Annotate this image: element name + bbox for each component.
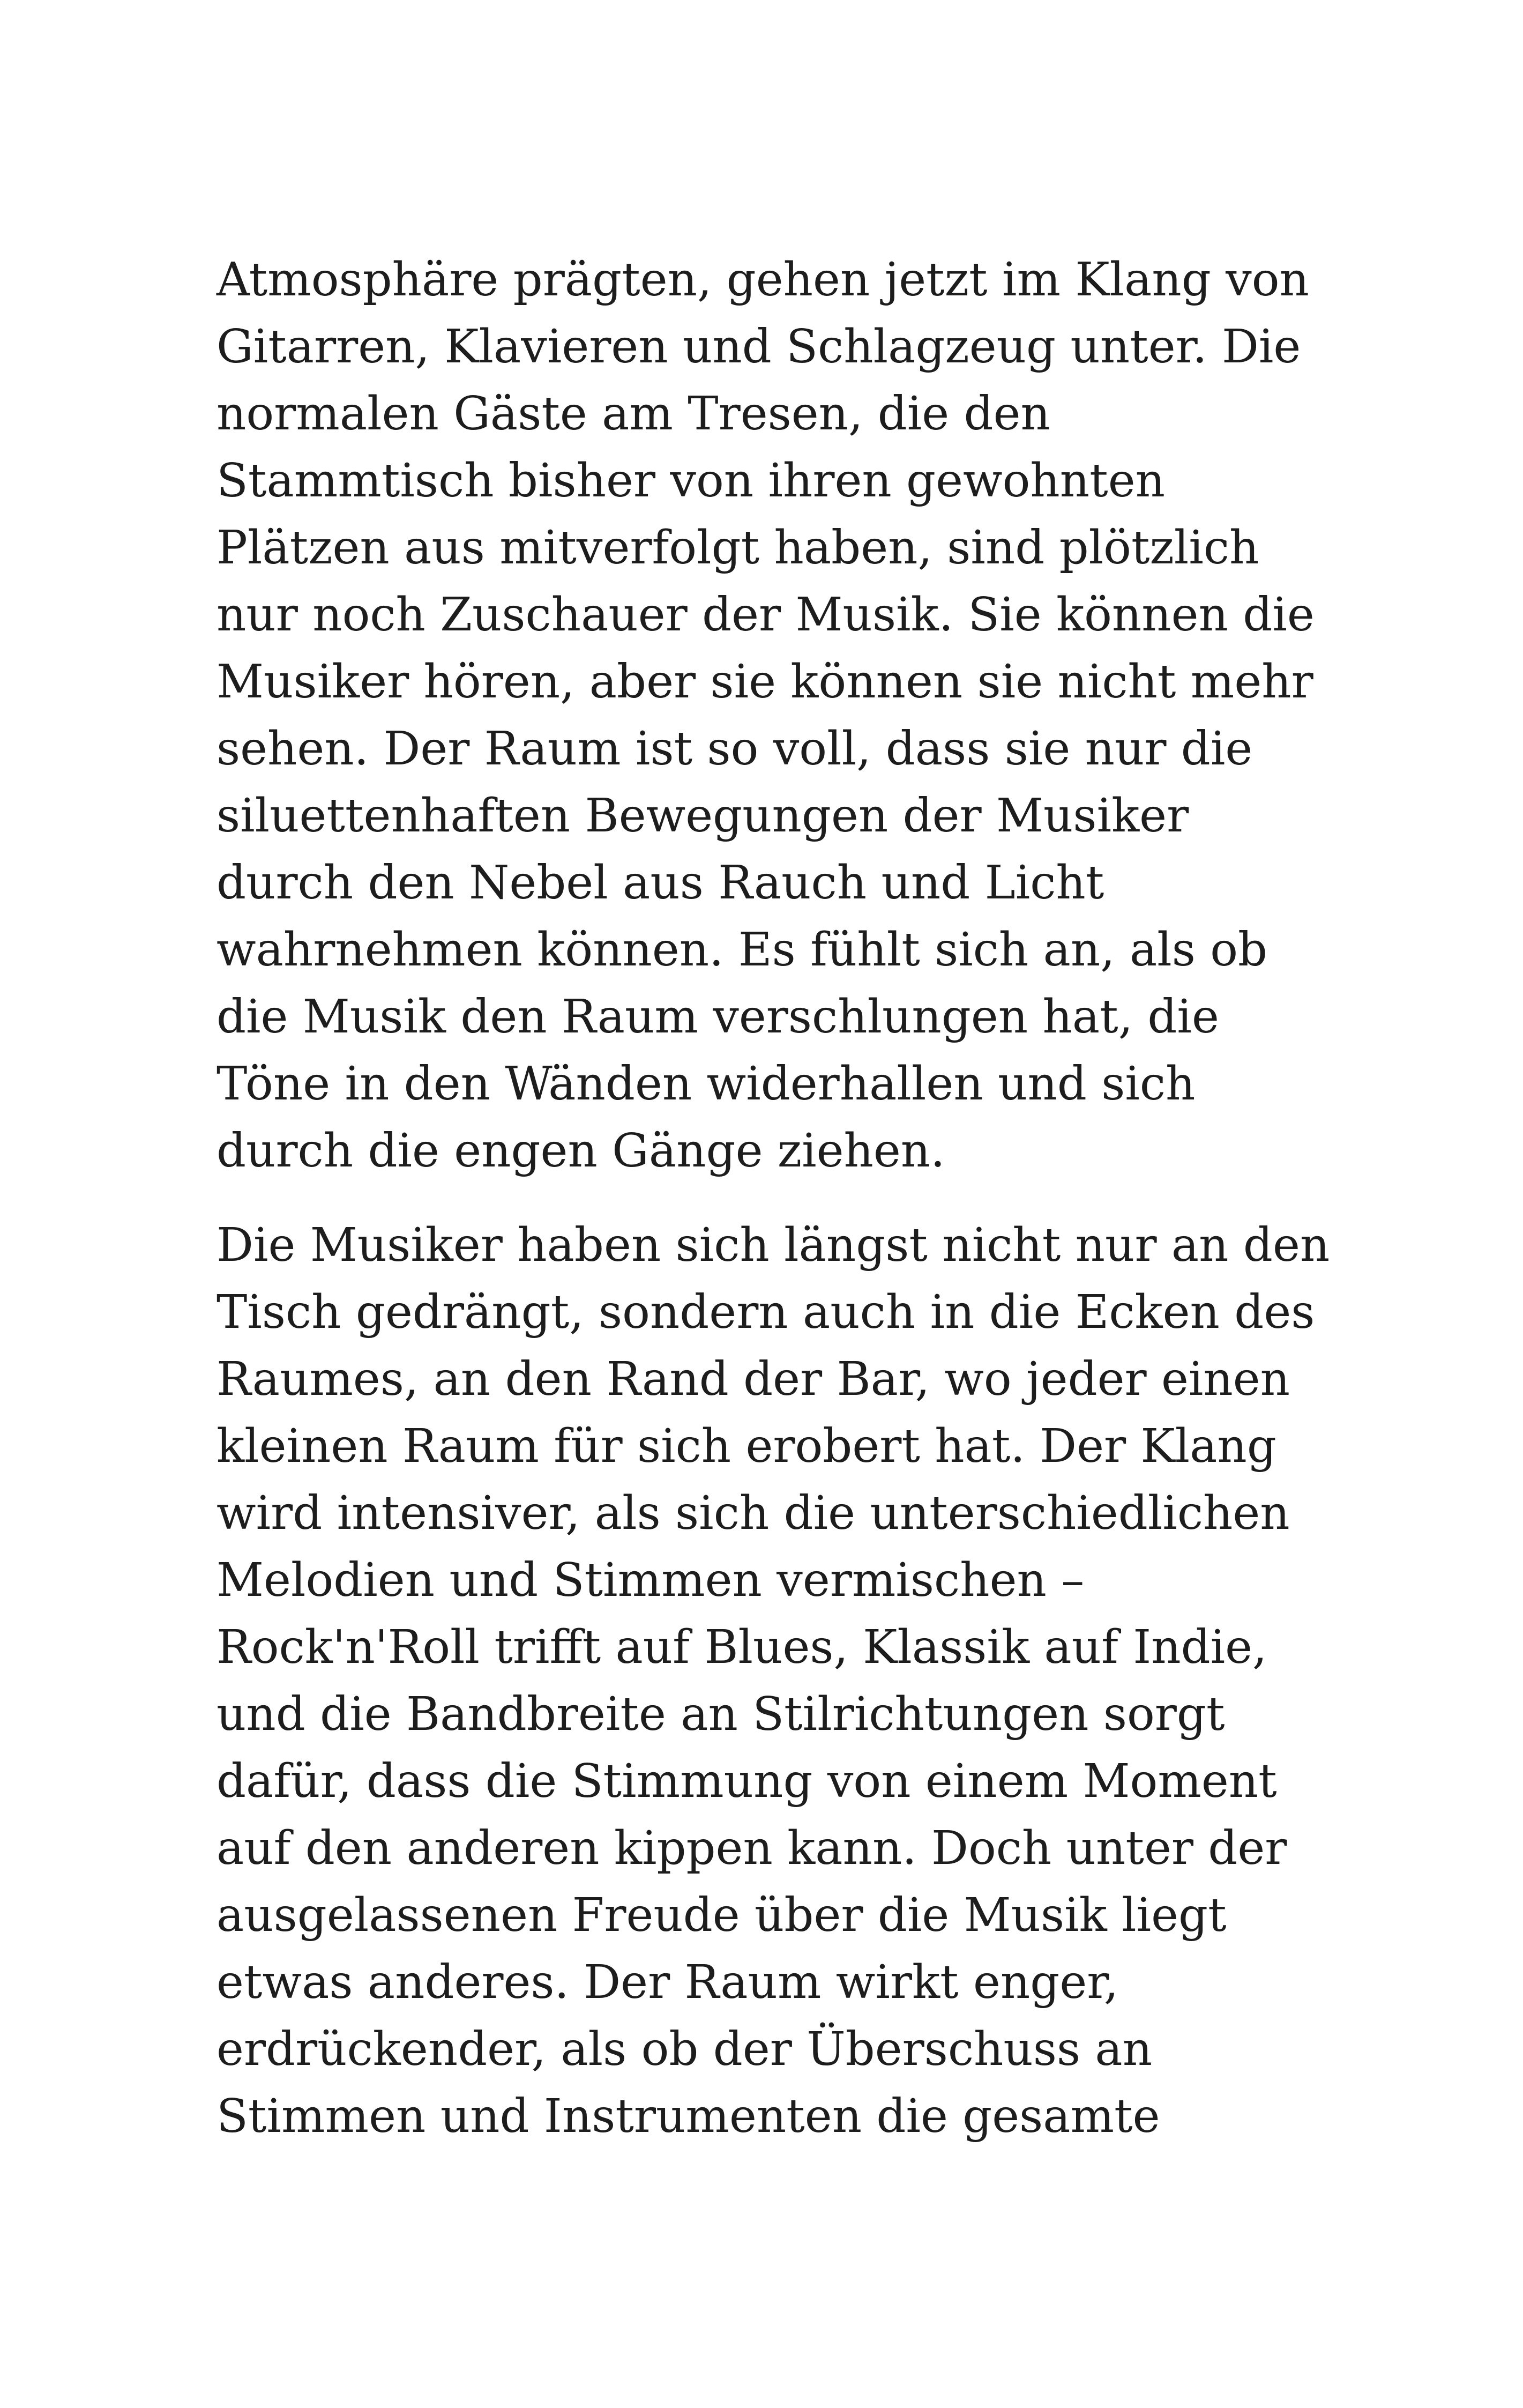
text-line: durch die engen Gänge ziehen. — [216, 1124, 945, 1178]
text-line: Die Musiker haben sich längst nicht nur an den — [216, 1218, 1330, 1272]
text-line: erdrückender, als ob der Überschuss an — [216, 2023, 1153, 2076]
paragraph-spacing — [216, 1185, 1347, 1212]
text-line: Atmosphäre prägten, gehen jetzt im Klang von — [216, 253, 1309, 307]
text-line: Melodien und Stimmen vermischen – — [216, 1554, 1085, 1607]
text-line: wahrnehmen können. Es fühlt sich an, als ob — [216, 923, 1268, 977]
text-line: und die Bandbreite an Stilrichtungen sorgt — [216, 1688, 1225, 1741]
text-line: Raumes, an den Rand der Bar, wo jeder einen — [216, 1352, 1290, 1406]
paragraph-2 — [216, 1212, 1347, 2150]
text-line: siluettenhaften Bewegungen der Musiker — [216, 789, 1189, 843]
text-line: auf den anderen kippen kann. Doch unter der — [216, 1822, 1287, 1875]
paragraph-1 — [216, 247, 1347, 1185]
text-line: Stammtisch bisher von ihren gewohnten — [216, 454, 1166, 508]
text-line: ausgelassenen Freude über die Musik liegt — [216, 1889, 1227, 1942]
text-line: Stimmen und Instrumenten die gesamte — [216, 2090, 1160, 2143]
text-line: durch den Nebel aus Rauch und Licht — [216, 856, 1104, 910]
text-line: kleinen Raum für sich erobert hat. Der Klang — [216, 1419, 1276, 1473]
text-line: Töne in den Wänden widerhallen und sich — [216, 1057, 1196, 1111]
text-line: Rock'n'Roll trifft auf Blues, Klassik auf Indie, — [216, 1621, 1267, 1674]
text-line: Musiker hören, aber sie können sie nicht mehr — [216, 655, 1313, 709]
text-line: etwas anderes. Der Raum wirkt enger, — [216, 1956, 1119, 2009]
text-line: normalen Gäste am Tresen, die den — [216, 387, 1050, 441]
text-line: wird intensiver, als sich die unterschiedlichen — [216, 1487, 1290, 1540]
text-line: dafür, dass die Stimmung von einem Moment — [216, 1755, 1277, 1808]
text-line: sehen. Der Raum ist so voll, dass sie nur die — [216, 722, 1253, 776]
text-line: Gitarren, Klavieren und Schlagzeug unter. Die — [216, 320, 1301, 374]
text-line: die Musik den Raum verschlungen hat, die — [216, 990, 1219, 1044]
text-line: Tisch gedrängt, sondern auch in die Ecken des — [216, 1285, 1315, 1339]
text-line: nur noch Zuschauer der Musik. Sie können die — [216, 588, 1315, 642]
text-column — [216, 247, 1347, 2150]
text-line: Plätzen aus mitverfolgt haben, sind plötzlich — [216, 521, 1259, 575]
